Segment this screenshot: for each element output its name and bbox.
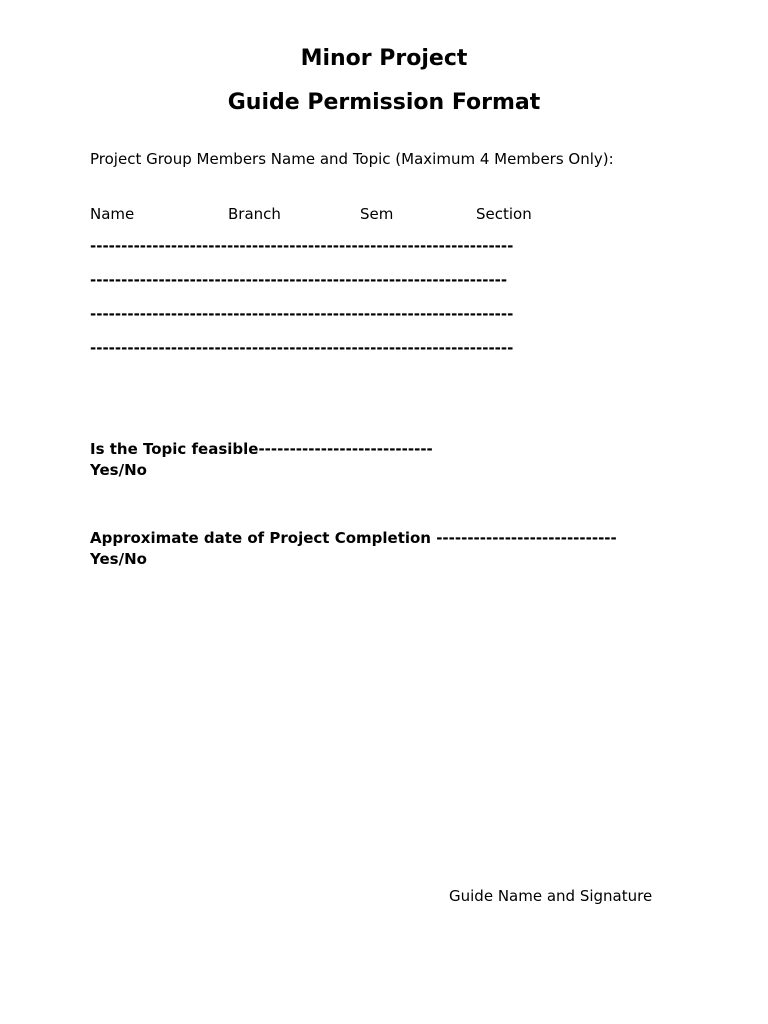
feasibility-question: Is the Topic feasible---------------------------- (90, 440, 433, 458)
member-entry-line: -------------------------------------------------------------------- (90, 305, 514, 323)
guide-signature-label: Guide Name and Signature (449, 887, 653, 905)
column-header-sem: Sem (360, 205, 394, 223)
document-subtitle: Guide Permission Format (227, 90, 541, 115)
completion-date-answer: Yes/No (90, 550, 147, 568)
column-header-section: Section (476, 205, 532, 223)
member-entry-line: -------------------------------------------------------------------- (90, 339, 514, 357)
member-entry-line: -------------------------------------------------------------------- (90, 237, 514, 255)
column-header-name: Name (90, 205, 135, 223)
completion-date-question: Approximate date of Project Completion ----------------------------- (90, 529, 617, 547)
members-instruction: Project Group Members Name and Topic (Maximum 4 Members Only): (90, 150, 614, 168)
column-header-branch: Branch (228, 205, 281, 223)
member-entry-line: ------------------------------------------------------------------- (90, 271, 508, 289)
feasibility-answer: Yes/No (90, 461, 147, 479)
document-title: Minor Project (300, 46, 468, 71)
